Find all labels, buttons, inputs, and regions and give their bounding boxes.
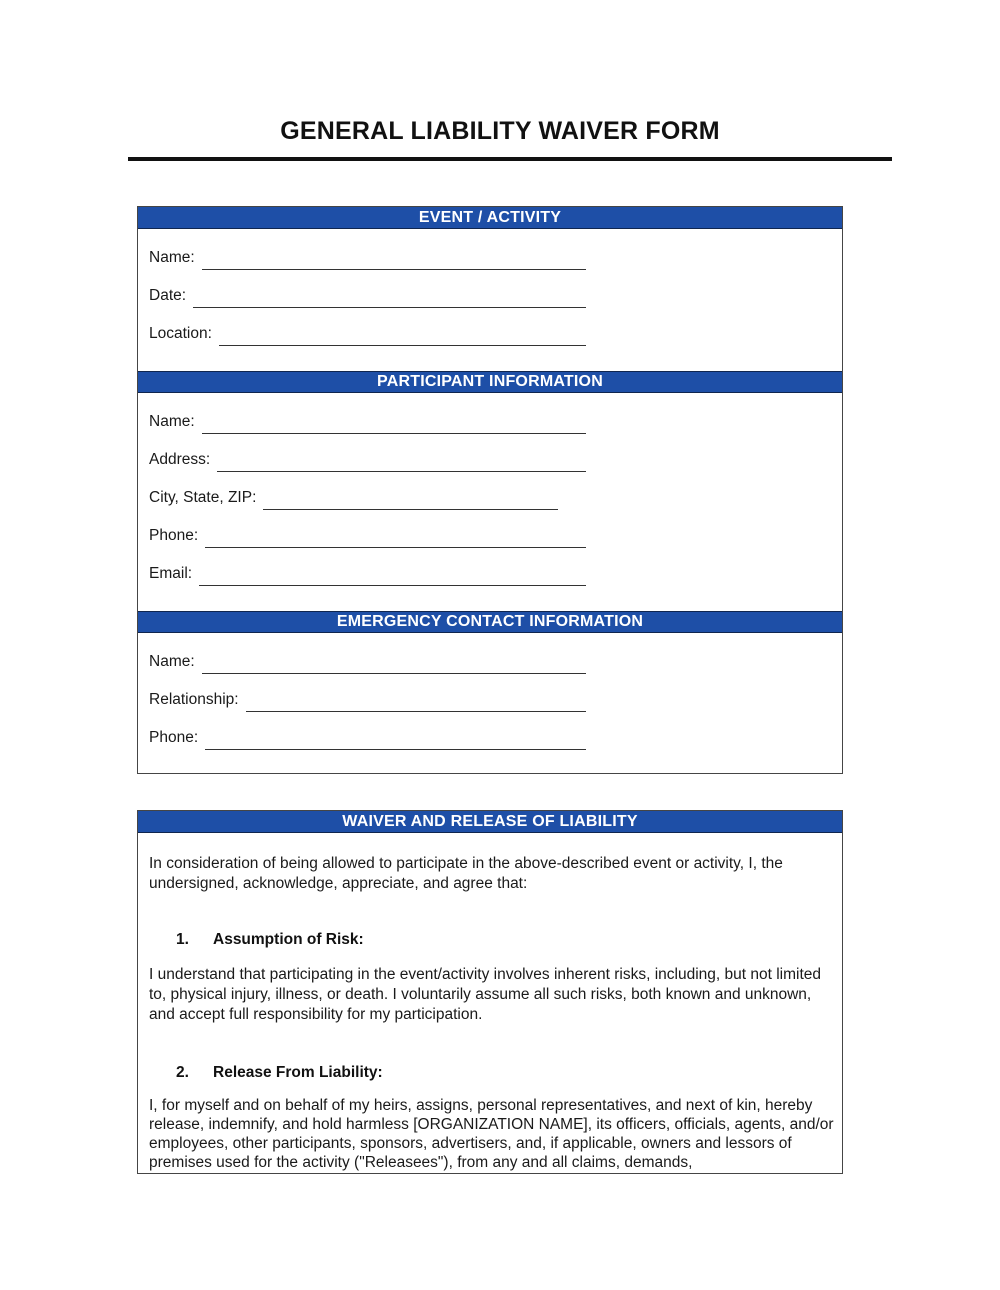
title-divider (128, 157, 892, 161)
clause-2-body: I, for myself and on behalf of my heirs, assigns, personal representatives, and next of kin, hereby release, indemnify, and hold harmless [ORGANIZATION NAME], its officers, officials, agents, and/or employees, other participants, sponsors, advertisers, and, if applicable, owners and lessors of premises used for the activity ("Releasees"), from any and all claims, demands, (149, 1097, 834, 1171)
field-row-participant-phone (149, 517, 586, 555)
event-location-input-line[interactable] (219, 345, 586, 346)
field-label: Location: (149, 325, 212, 342)
event-activity-fields (138, 229, 842, 371)
clause-1-body: I understand that participating in the event/activity involves inherent risks, including, but not limited to, physical injury, illness, or death. I voluntarily assume all such risks, both known and unknown, and accept full responsibility for my participation. (149, 966, 822, 1023)
clause-title: Assumption of Risk: (213, 931, 364, 948)
clause-1-heading (138, 931, 842, 951)
section-header-label: WAIVER AND RELEASE OF LIABILITY (342, 812, 638, 830)
field-row-emergency-name (149, 643, 586, 681)
emergency-relationship-input-line[interactable] (246, 711, 586, 712)
field-row-emergency-relationship (149, 681, 586, 719)
form-box (137, 206, 843, 774)
field-label: Date: (149, 287, 187, 304)
clause-number: 2. (176, 1064, 189, 1081)
participant-fields (138, 393, 842, 611)
waiver-box (137, 810, 843, 1174)
field-row-event-name (149, 239, 586, 277)
emergency-contact-fields (138, 633, 842, 775)
field-row-participant-email (149, 555, 586, 593)
clause-2-heading (138, 1064, 842, 1084)
field-row-participant-address (149, 441, 586, 479)
page-title: GENERAL LIABILITY WAIVER FORM (280, 117, 720, 145)
field-label: Address: (149, 451, 211, 468)
field-row-emergency-phone (149, 719, 586, 757)
section-header-label: EVENT / ACTIVITY (418, 208, 562, 226)
participant-city-state-zip-input-line[interactable] (263, 509, 558, 510)
field-label: Phone: (149, 729, 199, 746)
participant-email-input-line[interactable] (199, 585, 586, 586)
participant-phone-input-line[interactable] (205, 547, 586, 548)
emergency-name-input-line[interactable] (202, 673, 586, 674)
clause-title: Release From Liability: (213, 1064, 383, 1081)
field-label: Phone: (149, 527, 199, 544)
field-row-participant-name (149, 403, 586, 441)
field-label: City, State, ZIP: (149, 489, 257, 506)
event-name-input-line[interactable] (202, 269, 586, 270)
emergency-phone-input-line[interactable] (205, 749, 586, 750)
section-header-emergency-contact (138, 611, 842, 633)
field-label: Relationship: (149, 691, 239, 708)
field-label: Name: (149, 413, 195, 430)
section-header-label: PARTICIPANT INFORMATION (377, 373, 603, 390)
section-header-event-activity (138, 207, 842, 229)
section-header-waiver-release (138, 811, 842, 833)
participant-address-input-line[interactable] (217, 471, 586, 472)
field-label: Name: (149, 653, 195, 670)
field-row-event-location (149, 315, 586, 353)
field-label: Email: (149, 565, 193, 582)
field-row-participant-city-state-zip (149, 479, 558, 517)
field-label: Name: (149, 249, 195, 266)
waiver-intro-paragraph: In consideration of being allowed to participate in the above-described event or activity, I, the undersigned, acknowledge, appreciate, and agree that: (149, 855, 783, 892)
section-header-participant-information (138, 371, 842, 393)
field-row-event-date (149, 277, 586, 315)
clause-number: 1. (176, 931, 189, 948)
participant-name-input-line[interactable] (202, 433, 586, 434)
section-header-label: EMERGENCY CONTACT INFORMATION (336, 613, 644, 630)
event-date-input-line[interactable] (193, 307, 586, 308)
